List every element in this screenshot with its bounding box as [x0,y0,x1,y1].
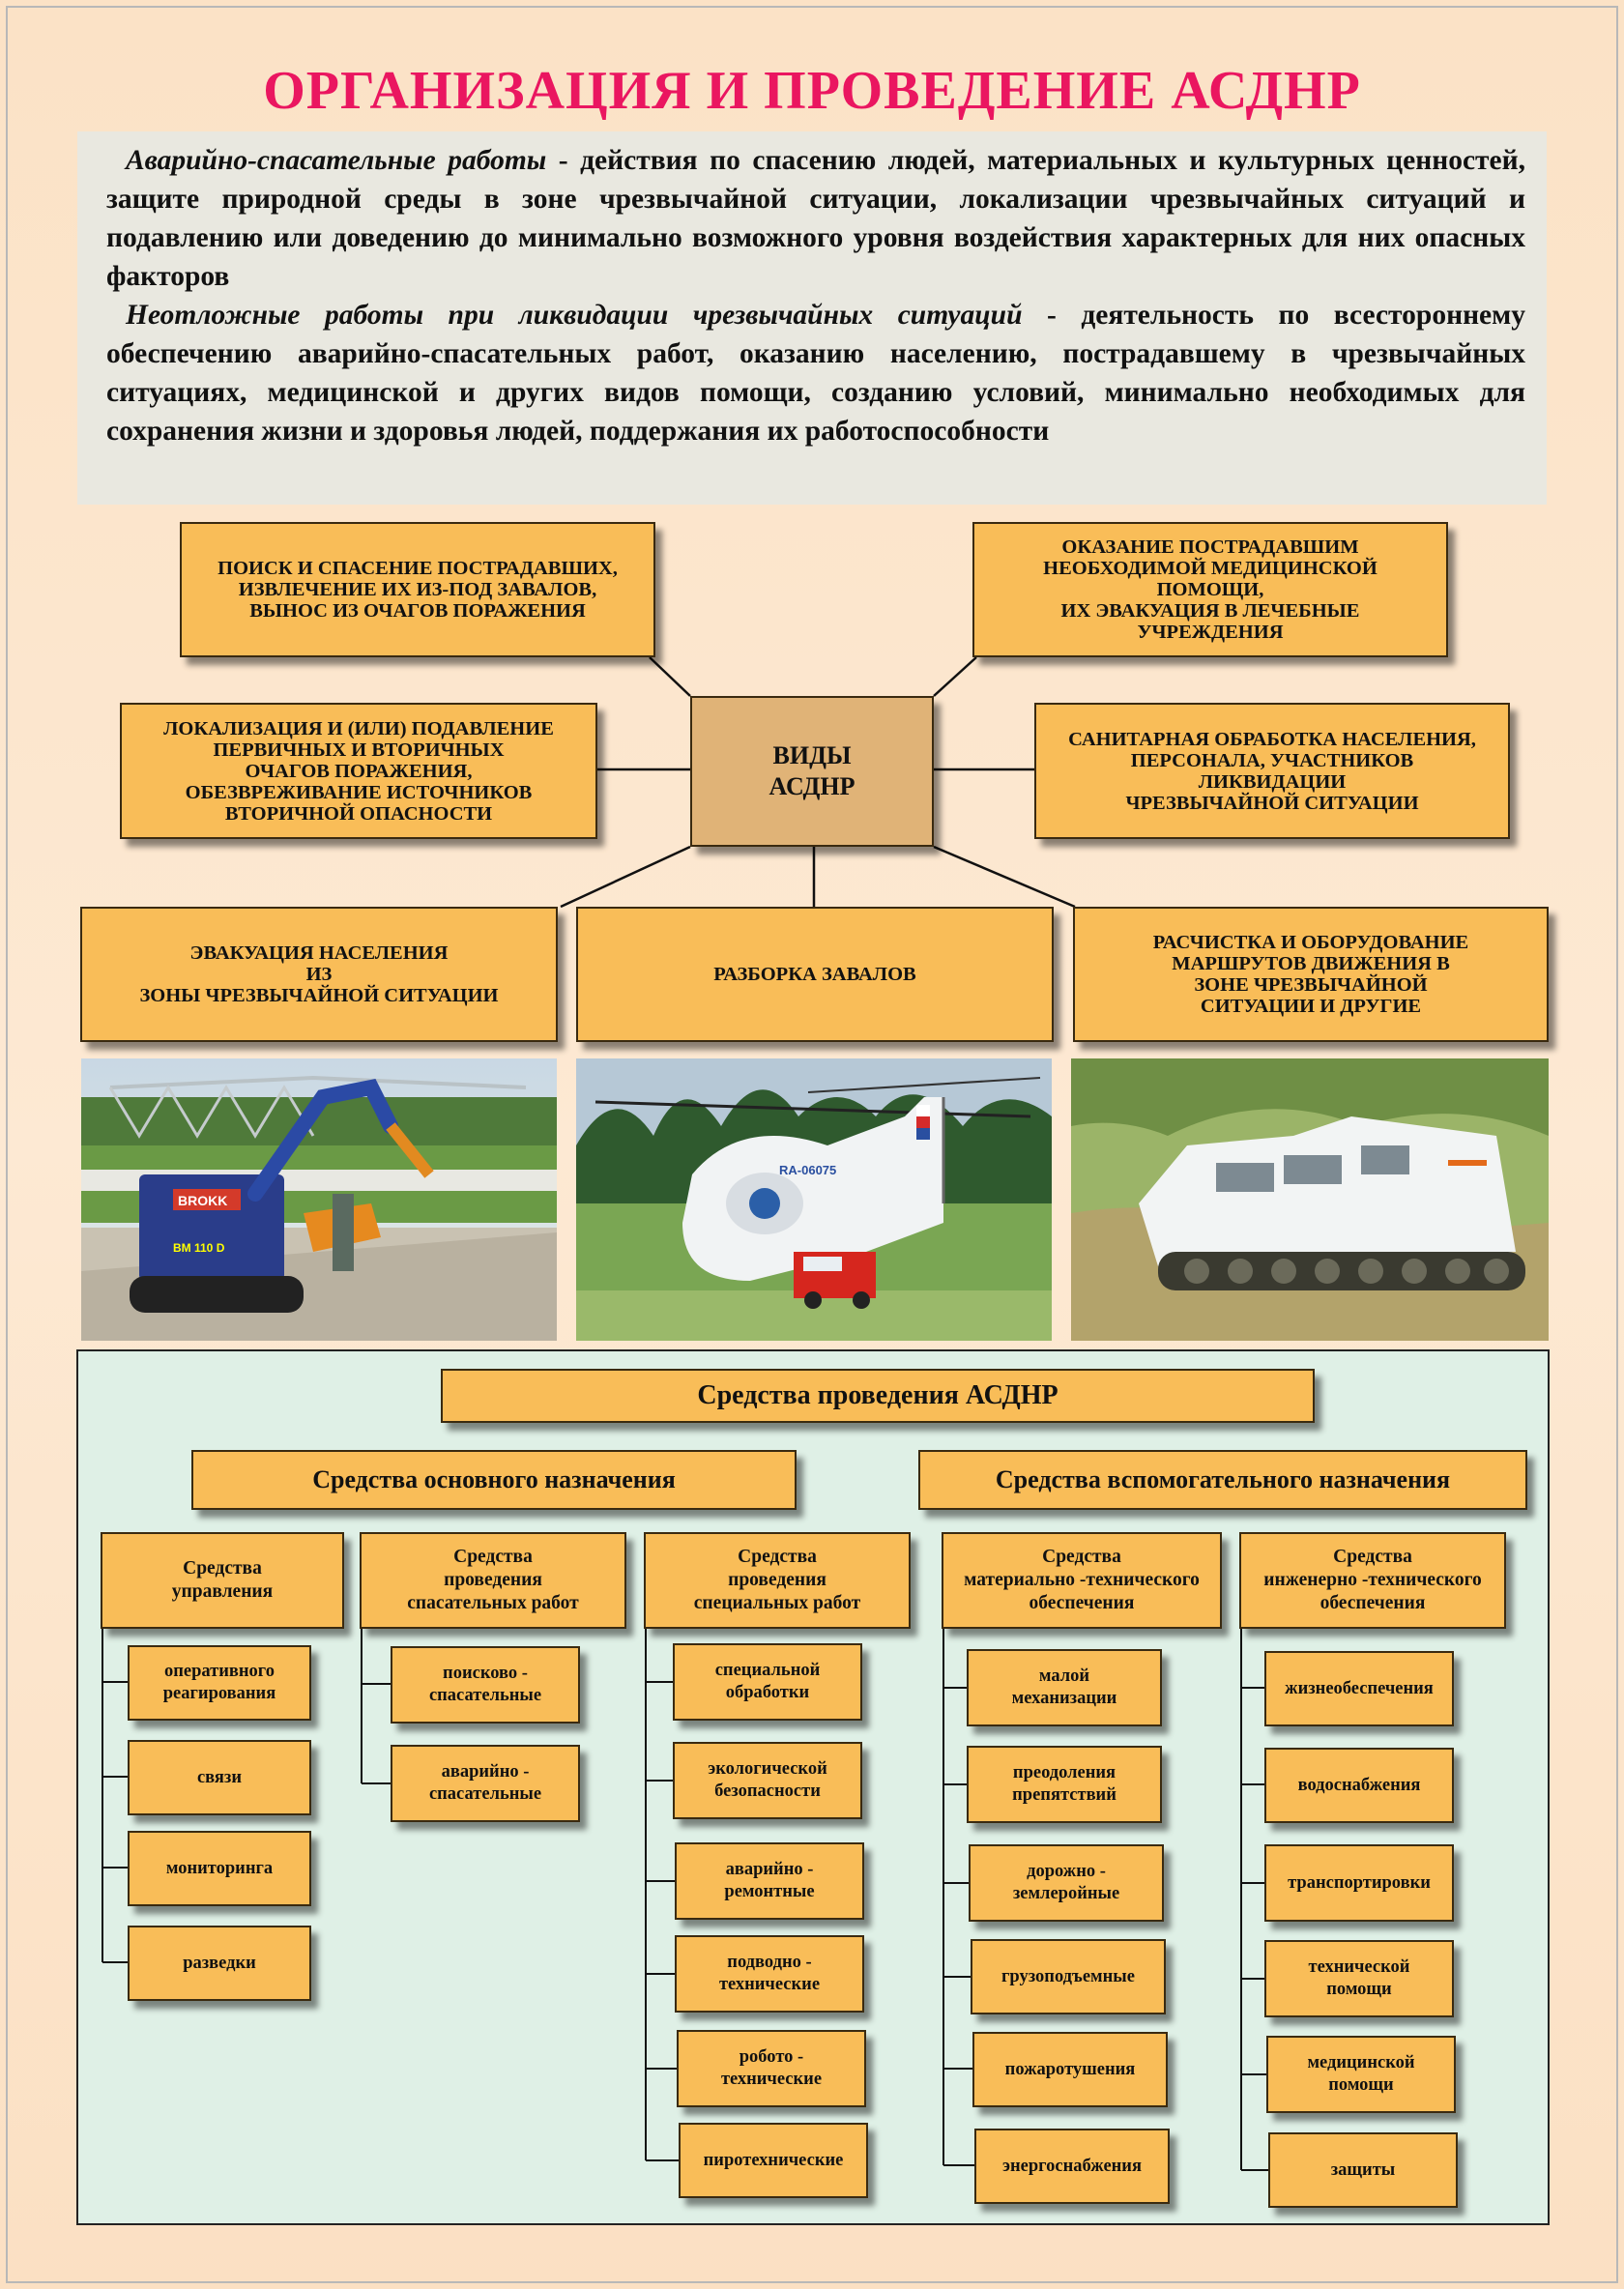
item-medical-help: медицинской помощи [1266,2036,1456,2113]
item-operative: оперативного реагирования [128,1645,311,1721]
heli-code: RA-06075 [779,1163,837,1177]
item-monitoring: мониторинга [128,1831,311,1906]
col-header-special: Средства проведения специальных работ [644,1532,911,1629]
vidy-center: ВИДЫ АСДНР [690,696,934,847]
col-header-engineering: Средства инженерно -технического обеспечения [1239,1532,1506,1629]
item-lifting: грузоподъемные [971,1939,1166,2014]
item-pyrotechnic: пиротехнические [679,2123,868,2198]
item-technical-help: технической помощи [1264,1940,1454,2017]
item-firefighting: пожаротушения [972,2032,1168,2107]
sredstva-title: Средства проведения АСДНР [441,1369,1315,1423]
definition-text: - действия по спасению людей, материальных и культурных ценностей, защите природной среды в зоне чрезвычайной ситуации, локализации чрезвычайных ситуаций и подавлению или доведению до минимально возможного уровня воздействия характерных для них опасных факторов [106,145,1526,292]
item-life-support: жизнеобеспечения [1264,1651,1454,1726]
sredstva-main-header: Средства основного назначения [191,1450,797,1510]
item-repair: аварийно - ремонтные [675,1842,864,1920]
definition-text: - деятельность по всестороннему обеспечению аварийно-спасательных работ, оказанию населению, пострадавшему в чрезвычайных ситуациях, медицинской и других видов помощи, созданию условий, минимально необходимых для сохранения жизни и здоровья людей, поддержания их работоспособности [106,300,1525,447]
item-obstacles: преодоления препятствий [967,1746,1162,1823]
definition-term: Неотложные работы при ликвидации чрезвычайных ситуаций [126,300,1023,331]
item-road-earthmoving: дорожно - землеройные [969,1844,1164,1922]
item-emergency-rescue: аварийно - спасательные [391,1745,580,1822]
page-title: ОРГАНИЗАЦИЯ И ПРОВЕДЕНИЕ АСДНР [263,61,1361,121]
vid-localization: ЛОКАЛИЗАЦИЯ И (ИЛИ) ПОДАВЛЕНИЕ ПЕРВИЧНЫХ И ВТОРИЧНЫХ ОЧАГОВ ПОРАЖЕНИЯ, ОБЕЗВРЕЖИВАНИЕ ИСТОЧНИКОВ ВТОРИЧНОЙ ОПАСНОСТИ [120,703,597,839]
vid-routes: РАСЧИСТКА И ОБОРУДОВАНИЕ МАРШРУТОВ ДВИЖЕНИЯ В ЗОНЕ ЧРЕЗВЫЧАЙНОЙ СИТУАЦИИ И ДРУГИЕ [1073,907,1549,1042]
item-transportation: транспортировки [1264,1844,1454,1922]
vid-sanitary: САНИТАРНАЯ ОБРАБОТКА НАСЕЛЕНИЯ, ПЕРСОНАЛА, УЧАСТНИКОВ ЛИКВИДАЦИИ ЧРЕЗВЫЧАЙНОЙ СИТУАЦИИ [1034,703,1510,839]
item-robotic: робото - технические [677,2030,866,2107]
item-protection: защиты [1268,2132,1458,2208]
vid-search-rescue: ПОИСК И СПАСЕНИЕ ПОСТРАДАВШИХ, ИЗВЛЕЧЕНИЕ ИХ ИЗ-ПОД ЗАВАЛОВ, ВЫНОС ИЗ ОЧАГОВ ПОРАЖЕНИЯ [180,522,655,657]
item-power-supply: энергоснабжения [974,2129,1170,2204]
col-header-management: Средства управления [101,1532,344,1629]
item-underwater: подводно - технические [675,1935,864,2013]
item-search-rescue: поисково - спасательные [391,1646,580,1724]
item-water-supply: водоснабжения [1264,1748,1454,1823]
vid-evacuation: ЭВАКУАЦИЯ НАСЕЛЕНИЯ ИЗ ЗОНЫ ЧРЕЗВЫЧАЙНОЙ СИТУАЦИИ [80,907,558,1042]
item-reconnaissance: разведки [128,1926,311,2001]
col-header-material: Средства материально -технического обеспечения [942,1532,1222,1629]
vid-debris: РАЗБОРКА ЗАВАЛОВ [576,907,1054,1042]
robot-label: BROKK [178,1193,228,1208]
sredstva-aux-header: Средства вспомогательного назначения [918,1450,1527,1510]
item-special-treatment: специальной обработки [673,1643,862,1721]
robot-model: BM 110 D [173,1241,225,1255]
item-small-mechanization: малой механизации [967,1649,1162,1726]
item-communication: связи [128,1740,311,1815]
definition-term: Аварийно-спасательные работы [126,145,547,176]
vid-medical-help: ОКАЗАНИЕ ПОСТРАДАВШИМ НЕОБХОДИМОЙ МЕДИЦИНСКОЙ ПОМОЩИ, ИХ ЭВАКУАЦИЯ В ЛЕЧЕБНЫЕ УЧРЕЖДЕНИЯ [972,522,1448,657]
item-ecological: экологической безопасности [673,1742,862,1819]
col-header-rescue: Средства проведения спасательных работ [360,1532,626,1629]
